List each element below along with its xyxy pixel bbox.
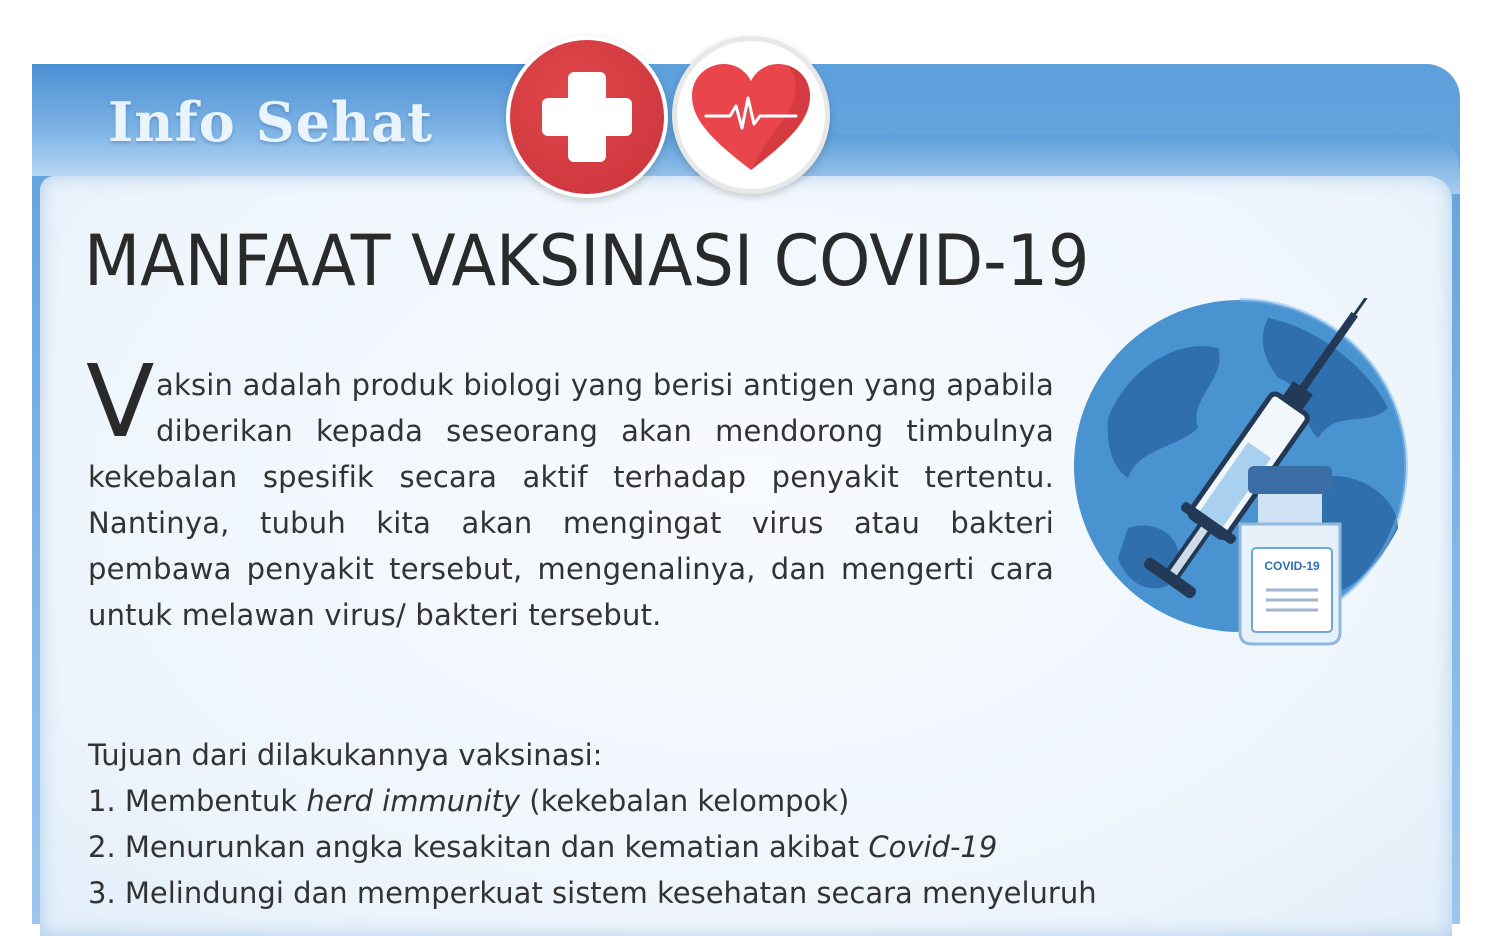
list-item: 2. Menurunkan angka kesakitan dan kematian akibat Covid-19 (88, 830, 998, 864)
list-item: 1. Membentuk herd immunity (kekebalan kelompok) (88, 784, 850, 818)
article-title: MANFAAT VAKSINASI COVID-19 (84, 220, 1090, 302)
list-item: 3. Melindungi dan memperkuat sistem kesehatan secara menyeluruh (88, 876, 1097, 910)
dropcap: V (86, 343, 155, 460)
heart-pulse-icon (672, 36, 830, 194)
lead-text: aksin adalah produk biologi yang berisi antigen yang apabila diberikan kepada seseorang akan mendorong timbulnya kekebalan spesifik secara aktif terhadap penyakit tertentu. Nantinya, tubuh kita akan mengingat virus atau bakteri pembawa penyakit tersebut, mengenalinya, dan mengerti cara untuk melawan virus/ bakteri tersebut. (88, 368, 1054, 632)
vial-label: COVID-19 (1264, 559, 1320, 573)
lead-paragraph (88, 362, 1054, 638)
vaccine-vial-icon (1240, 466, 1340, 644)
vaccine-illustration (1068, 298, 1418, 658)
purpose-section (88, 732, 1388, 916)
purpose-heading: Tujuan dari dilakukannya vaksinasi: (88, 738, 603, 772)
medical-cross-icon (506, 36, 668, 198)
brand-title: Info Sehat (108, 90, 434, 154)
